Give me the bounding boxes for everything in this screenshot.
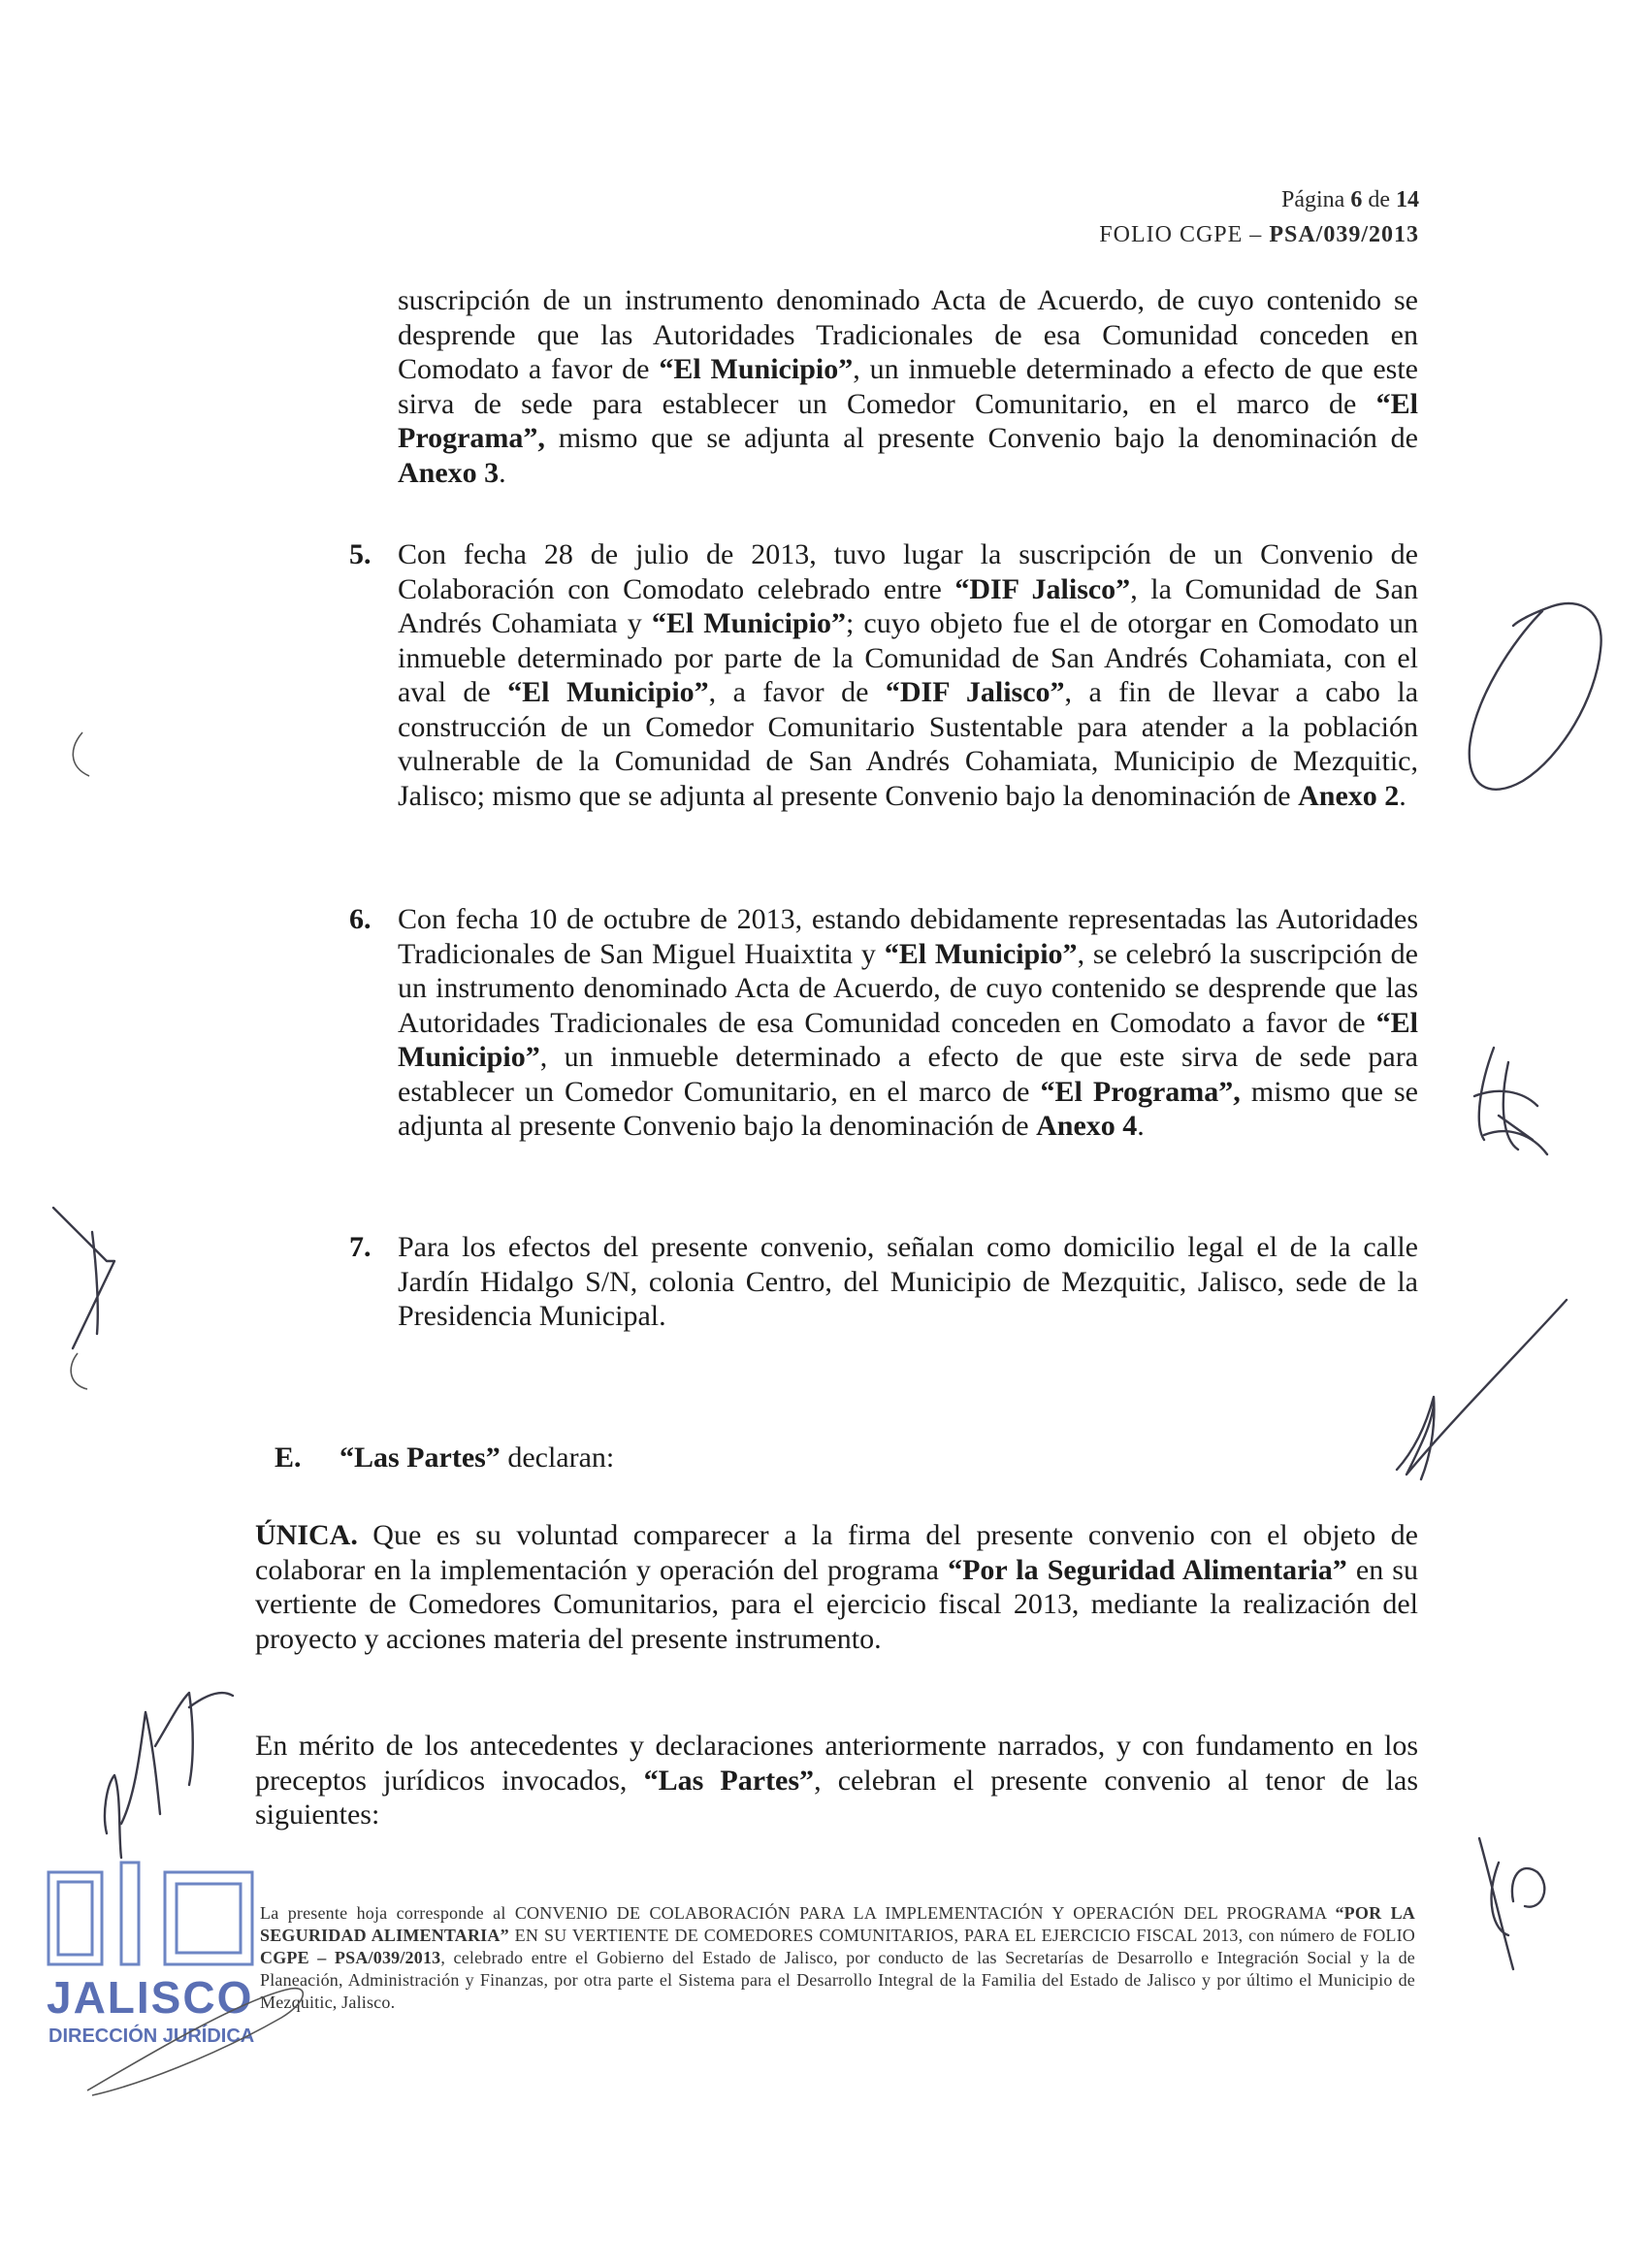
dif-stamp (47, 1863, 303, 2095)
folio-number: PSA/039/2013 (1269, 222, 1419, 247)
unica-paragraph: ÚNICA. Que es su voluntad comparecer a la firma del presente convenio con el objeto de colaborar en la implementación y operación del programa “Por la Seguridad Alimentaria” en su vertiente de Comedores Comunitarios, para el ejercicio fiscal 2013, mediante la realización del proyecto y acciones materia del presente instrumento. (255, 1519, 1418, 1655)
stamp-state: JALISCO (47, 1972, 254, 2023)
item-7-text: Para los efectos del presente convenio, señalan como domicilio legal el de la calle Jardín Hidalgo S/N, colonia Centro, del Municipio de Mezquitic, Jalisco, sede de la Presidencia Municipal. (398, 1231, 1418, 1332)
item-5-text: Con fecha 28 de julio de 2013, tuvo lugar la suscripción de un Convenio de Colaboración con Comodato celebrado entre “DIF Jalisco”, la Comunidad de San Andrés Cohamiata y “El Municipio”; cuyo objeto fue el de otorgar en Comodato un inmueble determinado por parte de la Comunidad de San Andrés Cohamiata, con el aval de “El Municipio”, a favor de “DIF Jalisco”, a fin de llevar a cabo la construcción de un Comedor Comunitario Sustentable para atender a la población vulnerable de la Comunidad de San Andrés Cohamiata, Municipio de Mezquitic, Jalisco; mismo que se adjunta al presente Convenio bajo la denominación de Anexo 2. (398, 538, 1419, 812)
signature-initials-bottom (1479, 1838, 1544, 1969)
page-total: 14 (1396, 187, 1419, 212)
page-label: Página (1281, 187, 1345, 212)
section-e-heading: “Las Partes” declaran: (340, 1442, 615, 1474)
folio-prefix: FOLIO CGPE – (1099, 222, 1270, 247)
signature-slash (1397, 1300, 1567, 1479)
signature-over-stamp (105, 1693, 233, 1858)
page-of: de (1368, 187, 1390, 212)
margin-mark-bottom (71, 1353, 87, 1389)
merito-paragraph: En mérito de los antecedentes y declaraciones anteriormente narrados, y con fundamento en los preceptos jurídicos invocados, “Las Partes”, celebran el presente convenio al tenor de las siguientes: (255, 1730, 1418, 1831)
section-e-label: E. (275, 1442, 302, 1474)
footer-note: La presente hoja corresponde al CONVENIO DE COLABORACIÓN PARA LA IMPLEMENTACIÓN Y OPERACIÓN DEL PROGRAMA “POR LA SEGURIDAD ALIMENTARIA” EN SU VERTIENTE DE COMEDORES COMUNITARIOS, PARA EL EJERCICIO FISCAL 2013, con número de FOLIO CGPE – PSA/039/2013, celebrado entre el Gobierno del Estado de Jalisco, por conducto de las Secretarías de Desarrollo e Integración Social y la de Planeación, Administración y Finanzas, por otra parte el Sistema para el Desarrollo Integral de la Familia del Estado de Jalisco y por último el Municipio de Mezquitic, Jalisco. (260, 1903, 1415, 2012)
stamp-dept: DIRECCIÓN JURÍDICA (48, 2025, 255, 2047)
signature-left-margin (53, 1208, 114, 1348)
margin-mark-top (73, 732, 89, 776)
signature-oval (1470, 603, 1601, 790)
signature-initials-right (1474, 1048, 1547, 1154)
page-number: 6 (1350, 187, 1363, 212)
paragraph-continuation: suscripción de un instrumento denominado Acta de Acuerdo, de cuyo contenido se desprende que las Autoridades Tradicionales de esa Comunidad conceden en Comodato a favor de “El Municipio”, un inmueble determinado a efecto de que este sirva de sede para establecer un Comedor Comunitario, en el marco de “El Programa”, mismo que se adjunta al presente Convenio bajo la denominación de Anexo 3. (398, 284, 1418, 489)
item-5-number: 5. (349, 538, 372, 570)
item-6-text: Con fecha 10 de octubre de 2013, estando debidamente representadas las Autoridades Tradicionales de San Miguel Huaixtita y “El Municipio”, se celebró la suscripción de un instrumento denominado Acta de Acuerdo, de cuyo contenido se desprende que las Autoridades Tradicionales de esa Comunidad conceden en Comodato a favor de “El Municipio”, un inmueble determinado a efecto de que este sirva de sede para establecer un Comedor Comunitario, en el marco de “El Programa”, mismo que se adjunta al presente Convenio bajo la denominación de Anexo 4. (398, 903, 1418, 1142)
item-7-number: 7. (349, 1231, 372, 1263)
item-6-number: 6. (349, 903, 372, 935)
